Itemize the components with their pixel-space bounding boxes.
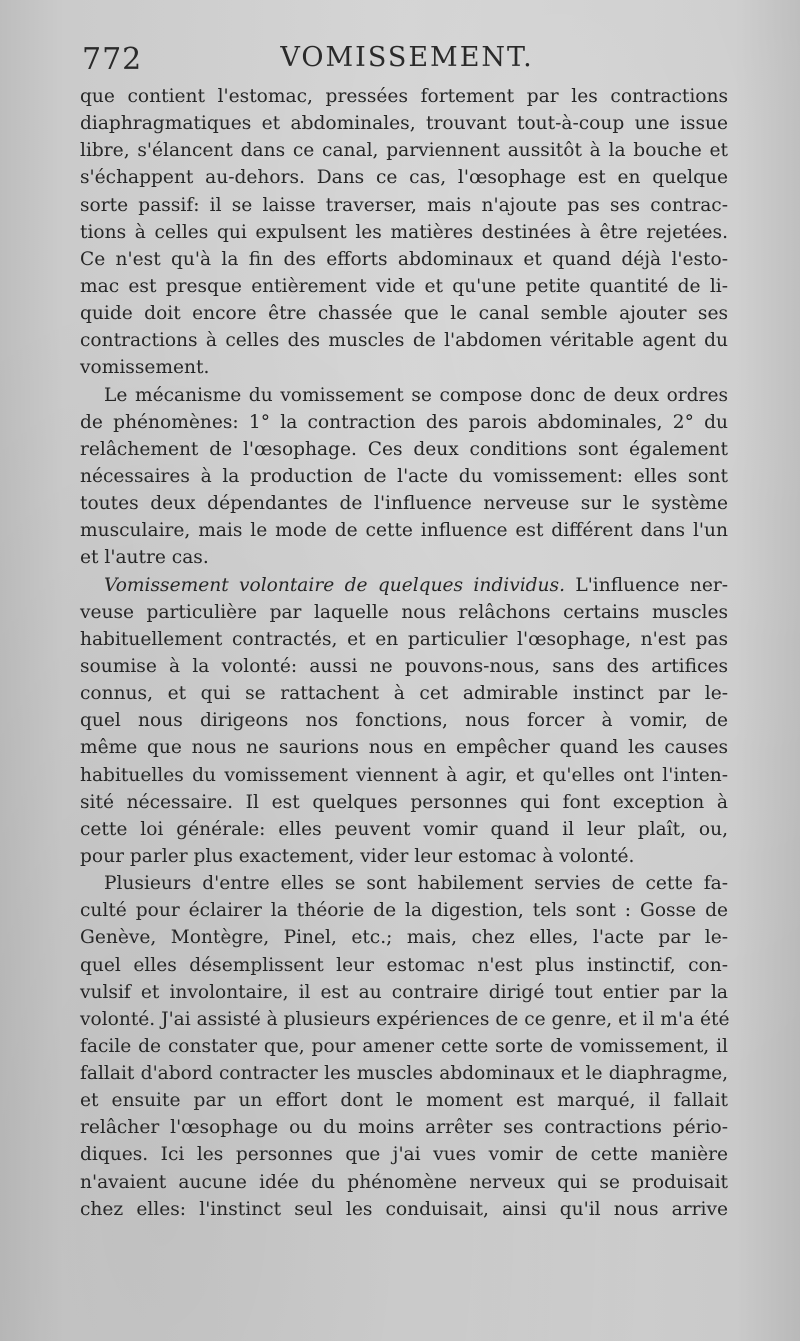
text-line: et ensuite par un effort dont le moment est marqué, il fallait bbox=[80, 1090, 728, 1112]
text-line: vulsif et involontaire, il est au contraire dirigé tout entier par la bbox=[80, 981, 728, 1003]
text-line: mac est presque entièrement vide et qu'une petite quantité de li- bbox=[80, 275, 728, 297]
text-line: pour parler plus exactement, vider leur estomac à volonté. bbox=[80, 845, 635, 867]
text-line: Genève, Montègre, Pinel, etc.; mais, chez elles, l'acte par le- bbox=[80, 927, 728, 949]
text-line: quel nous dirigeons nos fonctions, nous forcer à vomir, de bbox=[80, 710, 728, 732]
text-line: toutes deux dépendantes de l'influence nerveuse sur le système bbox=[80, 493, 728, 515]
text-line: cette loi générale: elles peuvent vomir quand il leur plaît, ou, bbox=[80, 818, 728, 840]
text-line: Plusieurs d'entre elles se sont habilement servies de cette fa- bbox=[104, 873, 728, 895]
running-head: VOMISSEMENT. bbox=[280, 42, 534, 73]
text-line: chez elles: l'instinct seul les conduisait, ainsi qu'il nous arrive bbox=[80, 1198, 728, 1220]
text-line bbox=[80, 572, 728, 599]
text-line: diaphragmatiques et abdominales, trouvant tout-à-coup une issue bbox=[80, 113, 728, 135]
text-line: n'avaient aucune idée du phénomène nerveux qui se produisait bbox=[80, 1171, 728, 1193]
text-line: relâcher l'œsophage ou du moins arrêter ses contractions pério- bbox=[80, 1117, 728, 1139]
text-line: nécessaires à la production de l'acte du vomissement: elles sont bbox=[80, 465, 728, 487]
text-line: habituelles du vomissement viennent à agir, et qu'elles ont l'inten- bbox=[80, 764, 728, 786]
text-line: musculaire, mais le mode de cette influence est différent dans l'un bbox=[80, 520, 728, 542]
text-line: s'échappent au-dehors. Dans ce cas, l'œsophage est en quelque bbox=[80, 167, 728, 189]
text-span: L'influence ner- bbox=[565, 574, 729, 596]
text-line: sité nécessaire. Il est quelques personnes qui font exception à bbox=[80, 791, 728, 813]
text-line: facile de constater que, pour amener cette sorte de vomissement, il bbox=[80, 1035, 728, 1057]
text-line: culté pour éclairer la théorie de la digestion, tels sont : Gosse de bbox=[80, 900, 728, 922]
text-line: veuse particulière par laquelle nous relâchons certains muscles bbox=[80, 601, 728, 623]
text-line: tions à celles qui expulsent les matières destinées à être rejetées. bbox=[80, 221, 728, 243]
text-line: quel elles désemplissent leur estomac n'est plus instinctif, con- bbox=[80, 954, 728, 976]
text-line: et l'autre cas. bbox=[80, 547, 209, 569]
text-line: connus, et qui se rattachent à cet admirable instinct par le- bbox=[80, 683, 728, 705]
text-line: fallait d'abord contracter les muscles abdominaux et le diaphragme, bbox=[80, 1063, 728, 1085]
text-line: Ce n'est qu'à la fin des efforts abdominaux et quand déjà l'esto- bbox=[80, 248, 728, 270]
text-line: contractions à celles des muscles de l'abdomen véritable agent du bbox=[80, 330, 728, 352]
text-line: Le mécanisme du vomissement se compose donc de deux ordres bbox=[104, 384, 728, 406]
text-line: libre, s'élancent dans ce canal, parviennent aussitôt à la bouche et bbox=[80, 140, 728, 162]
page-number: 772 bbox=[82, 42, 143, 77]
paragraph-2 bbox=[80, 382, 728, 572]
text-line: même que nous ne saurions nous en empêcher quand les causes bbox=[80, 737, 728, 759]
text-line: sorte passif: il se laisse traverser, mais n'ajoute pas ses contrac- bbox=[80, 194, 728, 216]
text-line: soumise à la volonté: aussi ne pouvons-nous, sans des artifices bbox=[80, 655, 728, 677]
text-line: habituellement contractés, et en particulier l'œsophage, n'est pas bbox=[80, 628, 728, 650]
text-line: de phénomènes: 1° la contraction des parois abdominales, 2° du bbox=[80, 411, 728, 433]
page-header bbox=[82, 40, 732, 84]
paragraph-4 bbox=[80, 870, 728, 1223]
body-text bbox=[80, 83, 728, 1223]
paragraph-3 bbox=[80, 572, 728, 871]
text-line: que contient l'estomac, pressées fortement par les contractions bbox=[80, 86, 728, 107]
text-line: relâchement de l'œsophage. Ces deux conditions sont également bbox=[80, 438, 728, 460]
text-line: diques. Ici les personnes que j'ai vues vomir de cette manière bbox=[80, 1144, 728, 1166]
text-line: vomissement. bbox=[80, 357, 210, 379]
text-line: quide doit encore être chassée que le canal semble ajouter ses bbox=[80, 303, 728, 325]
paragraph-1 bbox=[80, 83, 728, 382]
section-heading: Vomissement volontaire de quelques individus. bbox=[104, 574, 565, 596]
text-line: volonté. J'ai assisté à plusieurs expériences de ce genre, et il m'a été bbox=[80, 1008, 730, 1030]
